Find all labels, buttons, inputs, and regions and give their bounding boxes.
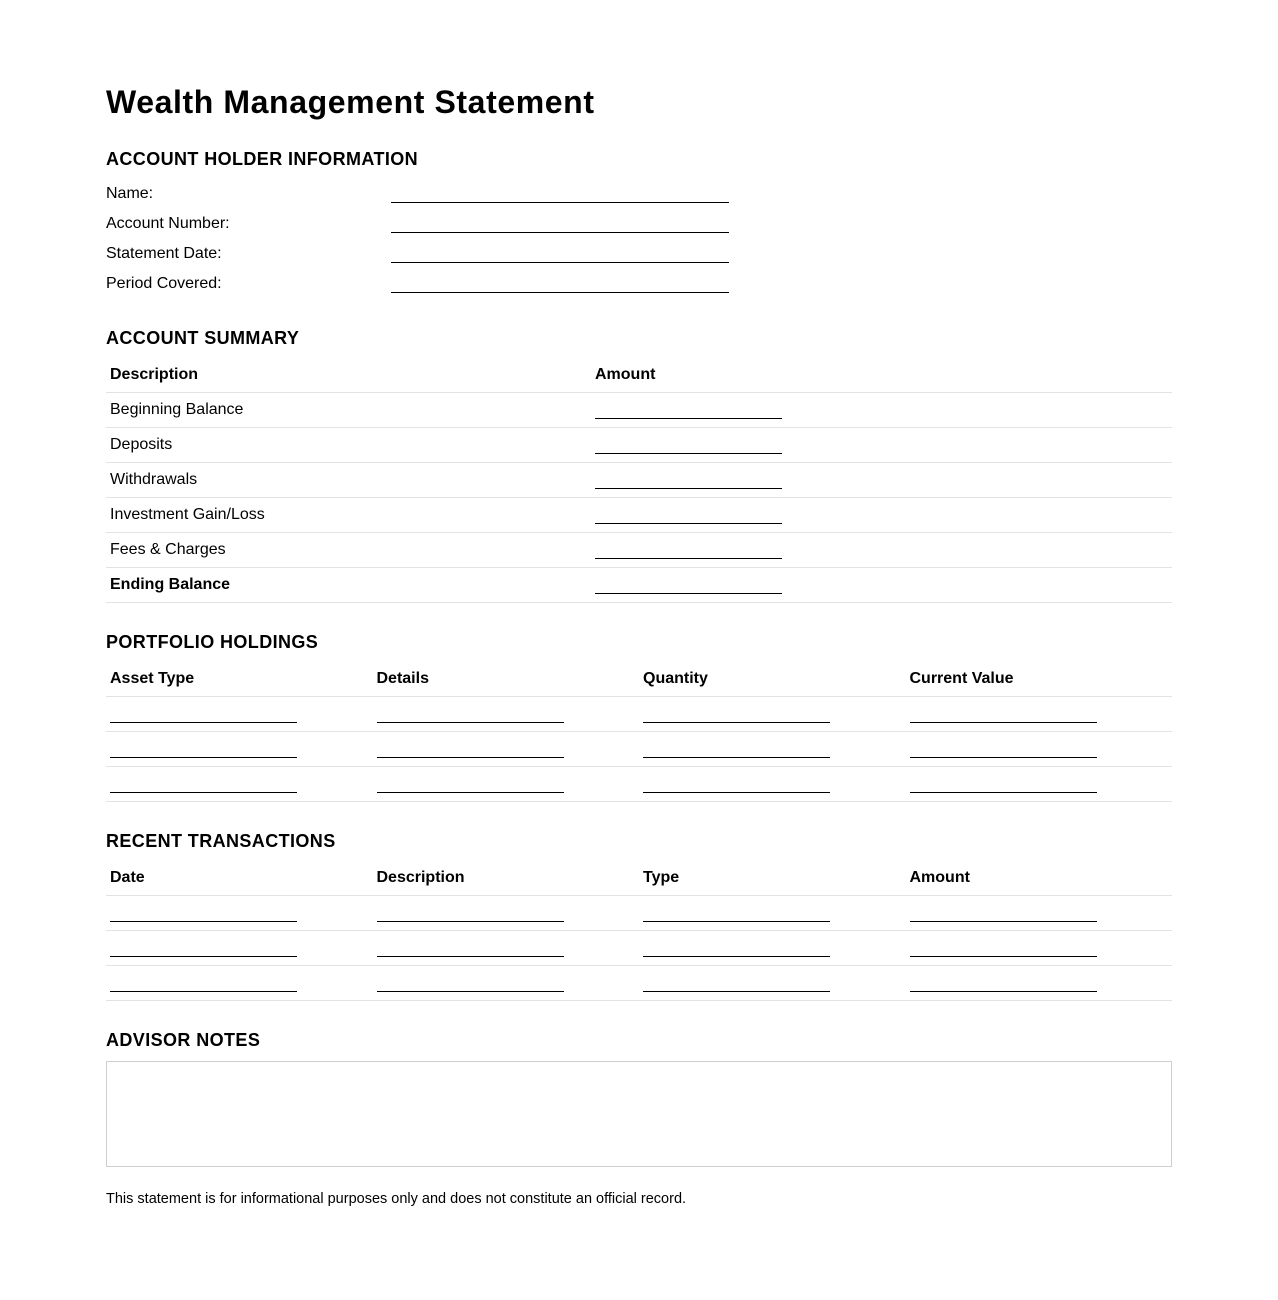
column-header-quantity: Quantity	[639, 662, 906, 697]
table-row	[106, 697, 1172, 732]
summary-label: Beginning Balance	[106, 393, 591, 428]
amount-field[interactable]	[910, 981, 1097, 992]
beginning-balance-amount-field[interactable]	[595, 408, 782, 419]
recent-transactions-table	[106, 861, 1172, 1001]
amount-field[interactable]	[910, 911, 1097, 922]
deposits-amount-field[interactable]	[595, 443, 782, 454]
details-field[interactable]	[377, 747, 564, 758]
fees-charges-amount-field[interactable]	[595, 548, 782, 559]
withdrawals-amount-field[interactable]	[595, 478, 782, 489]
asset-type-field[interactable]	[110, 712, 297, 723]
column-header-description: Description	[106, 358, 591, 393]
summary-label: Deposits	[106, 428, 591, 463]
current-value-field[interactable]	[910, 712, 1097, 723]
period-covered-label: Period Covered:	[106, 275, 222, 292]
date-field[interactable]	[110, 981, 297, 992]
current-value-field[interactable]	[910, 747, 1097, 758]
table-header-row	[106, 358, 1172, 393]
table-row	[106, 896, 1172, 931]
account-summary-table	[106, 358, 1172, 603]
period-covered-field[interactable]	[391, 292, 729, 293]
statement-date-row	[106, 240, 806, 270]
table-header-row	[106, 861, 1172, 896]
quantity-field[interactable]	[643, 782, 830, 793]
column-header-date: Date	[106, 861, 373, 896]
amount-field[interactable]	[910, 946, 1097, 957]
investment-gain-loss-amount-field[interactable]	[595, 513, 782, 524]
current-value-field[interactable]	[910, 782, 1097, 793]
details-field[interactable]	[377, 712, 564, 723]
table-row	[106, 463, 1172, 498]
account-number-row	[106, 210, 806, 240]
table-row	[106, 568, 1172, 603]
column-header-description: Description	[373, 861, 640, 896]
description-field[interactable]	[377, 981, 564, 992]
date-field[interactable]	[110, 946, 297, 957]
summary-label-ending-balance: Ending Balance	[106, 568, 591, 603]
table-row	[106, 732, 1172, 767]
disclaimer-text: This statement is for informational purposes only and does not constitute an official record.	[106, 1191, 687, 1207]
description-field[interactable]	[377, 911, 564, 922]
period-covered-row	[106, 270, 806, 300]
table-row	[106, 533, 1172, 568]
table-row	[106, 767, 1172, 802]
advisor-notes-box[interactable]	[106, 1061, 1172, 1167]
asset-type-field[interactable]	[110, 782, 297, 793]
table-header-row	[106, 662, 1172, 697]
recent-transactions-heading: RECENT TRANSACTIONS	[106, 831, 336, 851]
column-header-details: Details	[373, 662, 640, 697]
document-title: Wealth Management Statement	[106, 84, 595, 120]
table-row	[106, 393, 1172, 428]
name-row	[106, 180, 806, 210]
column-header-amount: Amount	[591, 358, 1172, 393]
account-number-field[interactable]	[391, 232, 729, 233]
quantity-field[interactable]	[643, 747, 830, 758]
type-field[interactable]	[643, 981, 830, 992]
table-row	[106, 498, 1172, 533]
table-row	[106, 428, 1172, 463]
type-field[interactable]	[643, 911, 830, 922]
type-field[interactable]	[643, 946, 830, 957]
details-field[interactable]	[377, 782, 564, 793]
table-row	[106, 931, 1172, 966]
date-field[interactable]	[110, 911, 297, 922]
name-label: Name:	[106, 185, 154, 202]
summary-label: Investment Gain/Loss	[106, 498, 591, 533]
asset-type-field[interactable]	[110, 747, 297, 758]
portfolio-holdings-heading: PORTFOLIO HOLDINGS	[106, 632, 319, 652]
column-header-type: Type	[639, 861, 906, 896]
column-header-amount: Amount	[906, 861, 1173, 896]
description-field[interactable]	[377, 946, 564, 957]
summary-label: Fees & Charges	[106, 533, 591, 568]
portfolio-holdings-table	[106, 662, 1172, 802]
name-field[interactable]	[391, 202, 729, 203]
account-holder-heading: ACCOUNT HOLDER INFORMATION	[106, 149, 419, 169]
column-header-current-value: Current Value	[906, 662, 1173, 697]
advisor-notes-heading: ADVISOR NOTES	[106, 1030, 261, 1050]
account-summary-heading: ACCOUNT SUMMARY	[106, 328, 300, 348]
table-row	[106, 966, 1172, 1001]
statement-date-field[interactable]	[391, 262, 729, 263]
ending-balance-amount-field[interactable]	[595, 583, 782, 594]
summary-label: Withdrawals	[106, 463, 591, 498]
column-header-asset-type: Asset Type	[106, 662, 373, 697]
account-number-label: Account Number:	[106, 215, 230, 232]
quantity-field[interactable]	[643, 712, 830, 723]
statement-date-label: Statement Date:	[106, 245, 222, 262]
